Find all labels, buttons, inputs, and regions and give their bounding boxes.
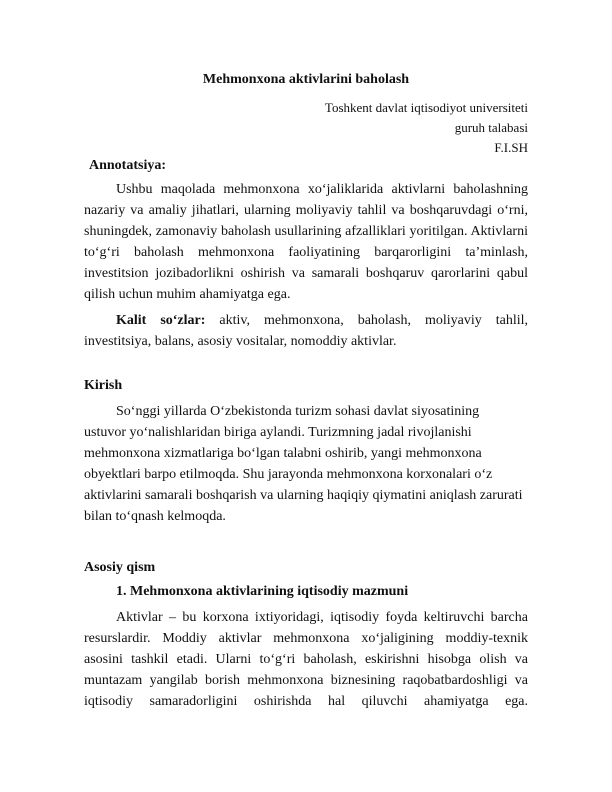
- main-text: Aktivlar – bu korxona ixtiyoridagi, iqtisodiy foyda keltiruvchi barcha resurslardir. Moddiy aktivlar mehmonxona xo‘jaligining moddiy-texnik asosini tashkil etadi. Ularni to‘g‘ri baholash, eskirishni hisobga olish va muntazam yangilab borish mehmonxona biznesining raqobatbardoshligi va iqtisodiy samaradorligini oshirishda hal qiluvchi ahamiyatga ega.: [84, 610, 528, 709]
- affiliation-author: F.I.SH: [494, 140, 528, 155]
- page-title: Mehmonxona aktivlarini baholash: [202, 72, 410, 87]
- intro-heading: Kirish: [84, 378, 123, 393]
- keywords-text: aktiv, mehmonxona, baholash, moliyaviy tahlil, investitsiya, balans, asosiy vositalar, nomoddiy aktivlar.: [84, 313, 529, 349]
- affiliation-university: Toshkent davlat iqtisodiyot universiteti: [324, 100, 528, 115]
- keywords-label: Kalit so‘zlar:: [116, 313, 206, 328]
- main-subheading: 1. Mehmonxona aktivlarining iqtisodiy mazmuni: [116, 584, 409, 599]
- affiliation-group: guruh talabasi: [454, 120, 528, 135]
- main-heading: Asosiy qism: [84, 560, 156, 575]
- annotation-text: Ushbu maqolada mehmonxona xo‘jaliklarida aktivlarni baholashning nazariy va amaliy jihatlari, ularning moliyaviy tahlil va boshqaruvdagi o‘rni, shuningdek, zamonaviy baholash usullarining afzalliklari yoritilgan. Aktivlarni to‘g‘ri baholash mehmonxona faoliyatining barqarorligini ta’minlash, investitsion jozibadorlikni oshirish va samarali boshqaruv qarorlarini qabul qilish uchun muhim ahamiyatga ega.: [84, 182, 528, 302]
- annotation-heading: Annotatsiya:: [89, 158, 167, 173]
- keywords-paragraph: [84, 310, 528, 352]
- intro-text: So‘nggi yillarda O‘zbekistonda turizm sohasi davlat siyosatining ustuvor yo‘nalishlaridan biriga aylandi. Turizmning jadal rivojlanishi mehmonxona xizmatlariga bo‘lgan talabni oshirib, yangi mehmonxona obyektlari barpo etilmoqda. Shu jarayonda mehmonxona korxonalari o‘z aktivlarini samarali boshqarish va ularning haqiqiy qiymatini aniqlash zarurati bilan to‘qnash kelmoqda.: [84, 404, 523, 524]
